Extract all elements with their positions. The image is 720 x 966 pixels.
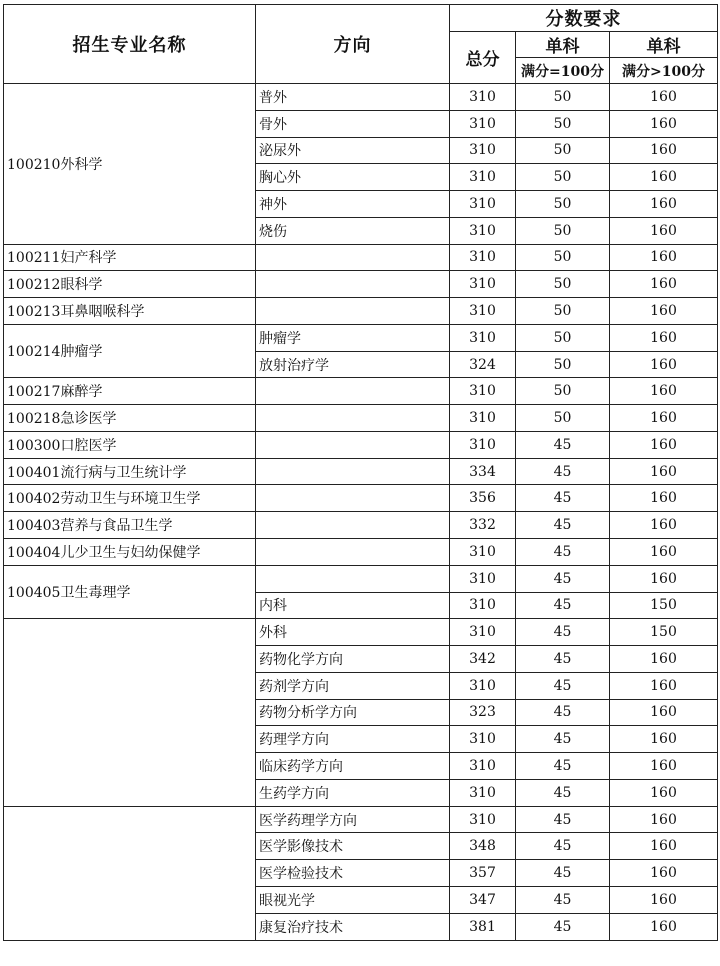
major-name-cell: 100212眼科学 <box>4 271 256 298</box>
header-full-score-100: 满分=100分 <box>516 58 610 84</box>
single-subject-100-cell: 50 <box>516 378 610 405</box>
direction-cell: 医学药理学方向 <box>256 806 450 833</box>
direction-cell <box>256 298 450 325</box>
major-name-cell: 100405卫生毒理学 <box>4 565 256 619</box>
direction-cell: 药剂学方向 <box>256 672 450 699</box>
single-subject-over-100-cell: 160 <box>610 164 718 191</box>
single-subject-100-cell: 50 <box>516 324 610 351</box>
table-row <box>4 84 718 111</box>
header-full-score-over-100: 满分>100分 <box>610 58 718 84</box>
direction-cell <box>256 485 450 512</box>
single-subject-100-cell: 45 <box>516 886 610 913</box>
table-row <box>4 539 718 566</box>
single-subject-100-cell: 50 <box>516 110 610 137</box>
header-score-requirement: 分数要求 <box>450 5 718 32</box>
table-row <box>4 271 718 298</box>
total-score-cell: 310 <box>450 405 516 432</box>
single-subject-over-100-cell: 160 <box>610 458 718 485</box>
total-score-cell: 324 <box>450 351 516 378</box>
direction-cell: 医学检验技术 <box>256 860 450 887</box>
total-score-cell: 310 <box>450 619 516 646</box>
single-subject-100-cell: 45 <box>516 913 610 940</box>
total-score-cell: 310 <box>450 271 516 298</box>
single-subject-100-cell: 45 <box>516 699 610 726</box>
direction-cell: 临床药学方向 <box>256 753 450 780</box>
major-name-cell: 100401流行病与卫生统计学 <box>4 458 256 485</box>
single-subject-100-cell: 45 <box>516 779 610 806</box>
single-subject-100-cell: 45 <box>516 860 610 887</box>
single-subject-100-cell: 50 <box>516 298 610 325</box>
single-subject-over-100-cell: 160 <box>610 672 718 699</box>
single-subject-over-100-cell: 160 <box>610 191 718 218</box>
total-score-cell: 310 <box>450 164 516 191</box>
total-score-cell: 310 <box>450 431 516 458</box>
total-score-cell: 357 <box>450 860 516 887</box>
direction-cell <box>256 431 450 458</box>
header-major: 招生专业名称 <box>4 5 256 84</box>
total-score-cell: 348 <box>450 833 516 860</box>
single-subject-over-100-cell: 160 <box>610 753 718 780</box>
major-name-cell: 100210外科学 <box>4 84 256 245</box>
direction-cell: 肿瘤学 <box>256 324 450 351</box>
direction-cell: 药理学方向 <box>256 726 450 753</box>
single-subject-100-cell: 45 <box>516 619 610 646</box>
direction-cell <box>256 539 450 566</box>
single-subject-100-cell: 45 <box>516 512 610 539</box>
major-name-cell: 100213耳鼻咽喉科学 <box>4 298 256 325</box>
single-subject-over-100-cell: 160 <box>610 886 718 913</box>
direction-cell: 眼视光学 <box>256 886 450 913</box>
major-name-cell <box>4 619 256 806</box>
single-subject-over-100-cell: 160 <box>610 324 718 351</box>
single-subject-100-cell: 50 <box>516 405 610 432</box>
single-subject-100-cell: 45 <box>516 539 610 566</box>
total-score-cell: 310 <box>450 565 516 592</box>
single-subject-over-100-cell: 160 <box>610 110 718 137</box>
single-subject-100-cell: 50 <box>516 217 610 244</box>
direction-cell <box>256 565 450 592</box>
single-subject-over-100-cell: 160 <box>610 726 718 753</box>
single-subject-over-100-cell: 160 <box>610 137 718 164</box>
single-subject-over-100-cell: 160 <box>610 431 718 458</box>
table-row <box>4 565 718 592</box>
table-row <box>4 512 718 539</box>
single-subject-over-100-cell: 160 <box>610 405 718 432</box>
single-subject-100-cell: 45 <box>516 458 610 485</box>
total-score-cell: 310 <box>450 324 516 351</box>
direction-cell: 泌尿外 <box>256 137 450 164</box>
total-score-cell: 381 <box>450 913 516 940</box>
single-subject-over-100-cell: 160 <box>610 565 718 592</box>
single-subject-100-cell: 50 <box>516 137 610 164</box>
direction-cell: 外科 <box>256 619 450 646</box>
single-subject-100-cell: 45 <box>516 806 610 833</box>
table-row <box>4 458 718 485</box>
total-score-cell: 310 <box>450 726 516 753</box>
direction-cell <box>256 378 450 405</box>
direction-cell: 医学影像技术 <box>256 833 450 860</box>
direction-cell: 药物化学方向 <box>256 646 450 673</box>
total-score-cell: 332 <box>450 512 516 539</box>
total-score-cell: 334 <box>450 458 516 485</box>
direction-cell: 胸心外 <box>256 164 450 191</box>
direction-cell <box>256 458 450 485</box>
total-score-cell: 310 <box>450 217 516 244</box>
total-score-cell: 356 <box>450 485 516 512</box>
single-subject-over-100-cell: 160 <box>610 84 718 111</box>
direction-cell: 生药学方向 <box>256 779 450 806</box>
direction-cell: 普外 <box>256 84 450 111</box>
direction-cell: 骨外 <box>256 110 450 137</box>
total-score-cell: 310 <box>450 298 516 325</box>
direction-cell: 神外 <box>256 191 450 218</box>
single-subject-100-cell: 50 <box>516 164 610 191</box>
single-subject-over-100-cell: 160 <box>610 913 718 940</box>
single-subject-over-100-cell: 160 <box>610 512 718 539</box>
direction-cell <box>256 512 450 539</box>
single-subject-over-100-cell: 160 <box>610 298 718 325</box>
table-row <box>4 806 718 833</box>
total-score-cell: 310 <box>450 191 516 218</box>
table-row <box>4 378 718 405</box>
total-score-cell: 310 <box>450 592 516 619</box>
table-row <box>4 485 718 512</box>
direction-cell: 药物分析学方向 <box>256 699 450 726</box>
direction-cell <box>256 405 450 432</box>
header-direction: 方向 <box>256 5 450 84</box>
direction-cell <box>256 244 450 271</box>
single-subject-100-cell: 50 <box>516 351 610 378</box>
single-subject-100-cell: 45 <box>516 753 610 780</box>
major-name-cell: 100404儿少卫生与妇幼保健学 <box>4 539 256 566</box>
direction-cell: 康复治疗技术 <box>256 913 450 940</box>
single-subject-over-100-cell: 150 <box>610 592 718 619</box>
table-row <box>4 298 718 325</box>
single-subject-over-100-cell: 160 <box>610 699 718 726</box>
total-score-cell: 342 <box>450 646 516 673</box>
single-subject-over-100-cell: 160 <box>610 806 718 833</box>
single-subject-over-100-cell: 160 <box>610 539 718 566</box>
single-subject-100-cell: 50 <box>516 191 610 218</box>
total-score-cell: 347 <box>450 886 516 913</box>
single-subject-over-100-cell: 160 <box>610 351 718 378</box>
single-subject-over-100-cell: 160 <box>610 217 718 244</box>
single-subject-over-100-cell: 160 <box>610 378 718 405</box>
major-name-cell: 100218急诊医学 <box>4 405 256 432</box>
table-row <box>4 324 718 351</box>
table-row <box>4 244 718 271</box>
total-score-cell: 310 <box>450 137 516 164</box>
total-score-cell: 310 <box>450 779 516 806</box>
major-name-cell: 100402劳动卫生与环境卫生学 <box>4 485 256 512</box>
single-subject-100-cell: 50 <box>516 271 610 298</box>
single-subject-over-100-cell: 150 <box>610 619 718 646</box>
single-subject-over-100-cell: 160 <box>610 485 718 512</box>
score-requirements-table <box>3 4 718 941</box>
total-score-cell: 310 <box>450 672 516 699</box>
total-score-cell: 310 <box>450 378 516 405</box>
major-name-cell <box>4 806 256 940</box>
table-row <box>4 619 718 646</box>
total-score-cell: 310 <box>450 539 516 566</box>
major-name-cell: 100403营养与食品卫生学 <box>4 512 256 539</box>
single-subject-100-cell: 45 <box>516 431 610 458</box>
single-subject-100-cell: 45 <box>516 565 610 592</box>
header-total: 总分 <box>450 32 516 84</box>
single-subject-100-cell: 45 <box>516 672 610 699</box>
major-name-cell: 100217麻醉学 <box>4 378 256 405</box>
single-subject-100-cell: 45 <box>516 833 610 860</box>
major-name-cell: 100214肿瘤学 <box>4 324 256 378</box>
direction-cell: 内科 <box>256 592 450 619</box>
major-name-cell: 100211妇产科学 <box>4 244 256 271</box>
single-subject-100-cell: 45 <box>516 592 610 619</box>
header-single-subject-100: 单科 <box>516 32 610 58</box>
table-body <box>4 84 718 941</box>
direction-cell: 放射治疗学 <box>256 351 450 378</box>
single-subject-100-cell: 45 <box>516 646 610 673</box>
single-subject-over-100-cell: 160 <box>610 271 718 298</box>
single-subject-100-cell: 45 <box>516 726 610 753</box>
total-score-cell: 310 <box>450 806 516 833</box>
total-score-cell: 323 <box>450 699 516 726</box>
total-score-cell: 310 <box>450 110 516 137</box>
total-score-cell: 310 <box>450 84 516 111</box>
single-subject-100-cell: 50 <box>516 244 610 271</box>
single-subject-over-100-cell: 160 <box>610 646 718 673</box>
total-score-cell: 310 <box>450 753 516 780</box>
single-subject-100-cell: 45 <box>516 485 610 512</box>
table-row <box>4 405 718 432</box>
single-subject-over-100-cell: 160 <box>610 860 718 887</box>
single-subject-over-100-cell: 160 <box>610 779 718 806</box>
single-subject-100-cell: 50 <box>516 84 610 111</box>
header-single-subject-over-100: 单科 <box>610 32 718 58</box>
total-score-cell: 310 <box>450 244 516 271</box>
single-subject-over-100-cell: 160 <box>610 833 718 860</box>
direction-cell: 烧伤 <box>256 217 450 244</box>
table-row <box>4 431 718 458</box>
direction-cell <box>256 271 450 298</box>
major-name-cell: 100300口腔医学 <box>4 431 256 458</box>
single-subject-over-100-cell: 160 <box>610 244 718 271</box>
